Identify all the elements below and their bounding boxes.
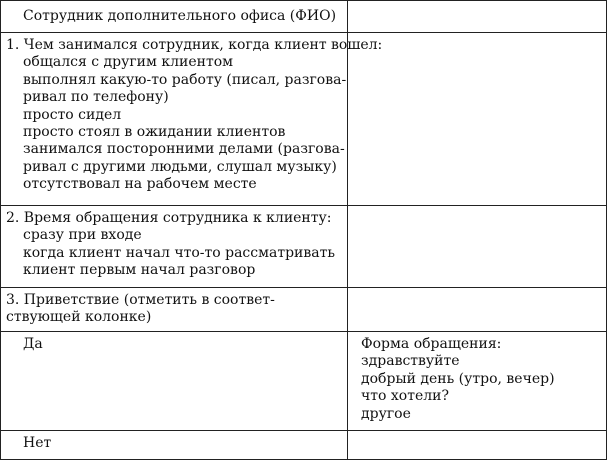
question-1-option: просто стоял в ожидании клиентов bbox=[23, 124, 286, 141]
question-1-cell bbox=[1, 33, 383, 206]
question-3-cell bbox=[1, 288, 348, 332]
greeting-form-cell[interactable] bbox=[348, 332, 607, 431]
question-2-title: 2. Время обращения сотрудника к клиенту: bbox=[6, 210, 332, 226]
question-1-option: занимался посторонними делами (разгова- bbox=[23, 141, 345, 158]
question-1-row bbox=[1, 33, 607, 206]
greeting-form-title: Форма обращения: bbox=[361, 336, 502, 352]
employee-name-label-cell bbox=[1, 1, 348, 33]
question-3-title-line: 3. Приветствие (отметить в соответ- bbox=[6, 292, 275, 308]
question-2-cell bbox=[1, 206, 348, 288]
question-2-option: клиент первым начал разговор bbox=[23, 262, 256, 279]
question-1-option: общался с другим клиентом bbox=[23, 54, 234, 71]
question-3-title-line: ствующей колонке) bbox=[6, 309, 152, 326]
question-2-answer-cell[interactable] bbox=[348, 206, 607, 288]
greeting-form-option: здравствуйте bbox=[361, 353, 460, 370]
question-1-option: ривал по телефону) bbox=[23, 89, 169, 106]
greeting-yes-row bbox=[1, 332, 607, 431]
question-1-option: выполнял какую-то работу (писал, разгова- bbox=[23, 71, 347, 88]
employee-name-label: Сотрудник дополнительного офиса (ФИО) bbox=[23, 8, 337, 24]
greeting-form-option: добрый день (утро, вечер) bbox=[361, 370, 555, 387]
greeting-form-option: другое bbox=[361, 405, 411, 422]
employee-name-answer-cell[interactable] bbox=[348, 1, 607, 33]
greeting-no-answer-cell[interactable] bbox=[348, 431, 607, 460]
question-1-option: просто сидел bbox=[23, 106, 122, 123]
question-1-title: 1. Чем занимался сотрудник, когда клиент вошел: bbox=[6, 37, 383, 53]
question-3-answer-cell[interactable] bbox=[348, 288, 607, 332]
question-1-option: отсутствовал на рабочем месте bbox=[23, 176, 257, 193]
greeting-form-option: что хотели? bbox=[361, 388, 449, 405]
greeting-yes-label: Да bbox=[23, 336, 43, 352]
employee-name-row bbox=[1, 1, 607, 33]
greeting-yes-cell[interactable] bbox=[1, 332, 348, 431]
question-3-row bbox=[1, 288, 607, 332]
greeting-no-cell[interactable] bbox=[1, 431, 348, 460]
greeting-no-row bbox=[1, 431, 607, 460]
question-1-answer-cell[interactable] bbox=[348, 33, 607, 206]
question-1-option: ривал с другими людьми, слушал музыку) bbox=[23, 158, 337, 175]
question-2-option: когда клиент начал что-то рассматривать bbox=[23, 244, 335, 261]
question-2-option: сразу при входе bbox=[23, 227, 142, 244]
greeting-no-label: Нет bbox=[23, 435, 52, 451]
question-2-row bbox=[1, 206, 607, 288]
